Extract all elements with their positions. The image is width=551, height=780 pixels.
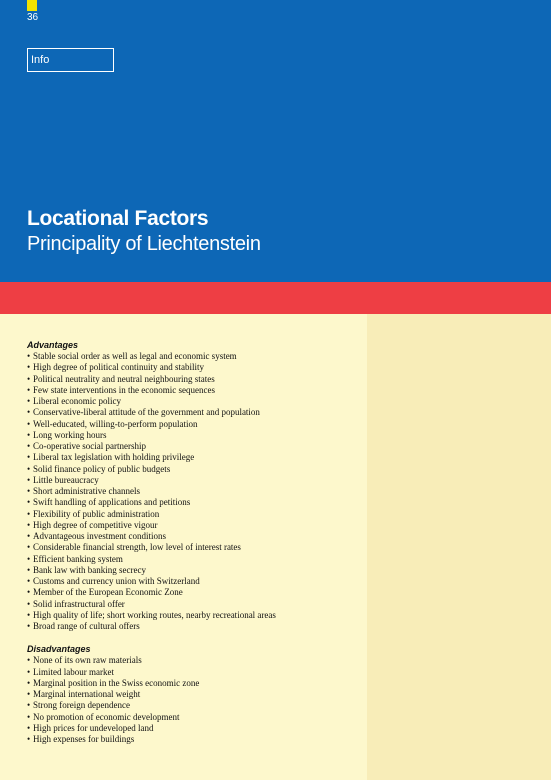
list-item bbox=[27, 689, 367, 700]
list-item bbox=[27, 542, 367, 553]
bullet-icon: • bbox=[27, 429, 31, 440]
bullet-icon: • bbox=[27, 373, 31, 384]
list-item-text: Customs and currency union with Switzerland bbox=[33, 576, 200, 586]
list-item bbox=[27, 497, 367, 508]
list-item bbox=[27, 565, 367, 576]
list-item bbox=[27, 587, 367, 598]
bullet-icon: • bbox=[27, 384, 31, 395]
list-item-text: Member of the European Economic Zone bbox=[33, 587, 183, 598]
list-item bbox=[27, 486, 367, 497]
page-title: Locational Factors bbox=[27, 207, 209, 230]
section-label: Info bbox=[27, 48, 114, 72]
list-item-text: Few state interventions in the economic sequences bbox=[33, 384, 215, 395]
list-item bbox=[27, 531, 367, 542]
list-item bbox=[27, 576, 367, 587]
side-column bbox=[367, 314, 551, 780]
list-item-text: Liberal tax legislation with holding privilege bbox=[33, 452, 195, 463]
bullet-icon: • bbox=[27, 463, 31, 474]
list-item-text: Little bureaucracy bbox=[33, 474, 99, 485]
bullet-icon: • bbox=[27, 531, 31, 541]
list-item bbox=[27, 396, 367, 407]
bullet-icon: • bbox=[27, 666, 31, 677]
list-item-text: High expenses for buildings bbox=[33, 734, 135, 744]
list-item-text: Short administrative channels bbox=[33, 486, 140, 496]
bullet-icon: • bbox=[27, 542, 31, 553]
bullet-icon: • bbox=[27, 734, 31, 744]
bullet-icon: • bbox=[27, 362, 31, 373]
list-item bbox=[27, 700, 367, 711]
content-area bbox=[27, 340, 367, 745]
red-band bbox=[0, 282, 551, 314]
list-item bbox=[27, 734, 367, 745]
list-item bbox=[27, 554, 367, 565]
list-item-text: Flexibility of public administration bbox=[33, 508, 160, 519]
list-item bbox=[27, 430, 367, 441]
list-item bbox=[27, 452, 367, 463]
advantages-list bbox=[27, 351, 367, 632]
list-item bbox=[27, 655, 367, 666]
list-item bbox=[27, 621, 367, 632]
page-number: 36 bbox=[27, 12, 39, 23]
bullet-icon: • bbox=[27, 655, 31, 666]
bullet-icon: • bbox=[27, 722, 31, 733]
bullet-icon: • bbox=[27, 711, 31, 722]
list-item bbox=[27, 441, 367, 452]
list-item-text: Well-educated, willing-to-perform population bbox=[33, 418, 198, 429]
list-item-text: Marginal position in the Swiss economic zone bbox=[33, 677, 200, 688]
bullet-icon: • bbox=[27, 486, 31, 496]
bullet-icon: • bbox=[27, 609, 31, 620]
page-marker bbox=[27, 0, 37, 11]
page-subtitle: Principality of Liechtenstein bbox=[27, 233, 261, 255]
list-item-text: High prices for undeveloped land bbox=[33, 722, 154, 733]
bullet-icon: • bbox=[27, 407, 31, 418]
list-item-text: Efficient banking system bbox=[33, 553, 123, 564]
list-item-text: None of its own raw materials bbox=[33, 655, 142, 666]
list-item-text: Conservative-liberal attitude of the government and population bbox=[33, 407, 260, 418]
list-item bbox=[27, 678, 367, 689]
list-item-text: Swift handling of applications and petitions bbox=[33, 497, 191, 508]
list-item-text: High quality of life; short working routes, nearby recreational areas bbox=[33, 609, 276, 620]
list-item bbox=[27, 419, 367, 430]
bullet-icon: • bbox=[27, 418, 31, 429]
list-item-text: Strong foreign dependence bbox=[33, 700, 130, 711]
list-item-text: Long working hours bbox=[33, 429, 107, 440]
bullet-icon: • bbox=[27, 621, 31, 631]
list-item bbox=[27, 509, 367, 520]
list-item-text: High degree of political continuity and stability bbox=[33, 362, 204, 373]
bullet-icon: • bbox=[27, 497, 31, 508]
list-item-text: Bank law with banking secrecy bbox=[33, 564, 146, 575]
bullet-icon: • bbox=[27, 587, 31, 598]
list-item bbox=[27, 407, 367, 418]
disadvantages-heading: Disadvantages bbox=[27, 644, 91, 655]
list-item bbox=[27, 351, 367, 362]
list-item bbox=[27, 723, 367, 734]
list-item bbox=[27, 599, 367, 610]
list-item-text: Stable social order as well as legal and economic system bbox=[33, 351, 237, 361]
list-item-text: Solid finance policy of public budgets bbox=[33, 463, 171, 474]
bullet-icon: • bbox=[27, 351, 31, 361]
bullet-icon: • bbox=[27, 700, 31, 711]
list-item bbox=[27, 362, 367, 373]
list-item-text: Co-operative social partnership bbox=[33, 441, 146, 451]
list-item-text: Limited labour market bbox=[33, 666, 114, 677]
bullet-icon: • bbox=[27, 677, 31, 688]
list-item-text: Advantageous investment conditions bbox=[33, 531, 166, 541]
bullet-icon: • bbox=[27, 598, 31, 609]
list-item bbox=[27, 464, 367, 475]
list-item-text: Broad range of cultural offers bbox=[33, 621, 140, 631]
list-item-text: Liberal economic policy bbox=[33, 396, 121, 406]
bullet-icon: • bbox=[27, 474, 31, 485]
bullet-icon: • bbox=[27, 519, 31, 530]
list-item bbox=[27, 712, 367, 723]
list-item bbox=[27, 520, 367, 531]
bullet-icon: • bbox=[27, 452, 31, 463]
disadvantages-list bbox=[27, 655, 367, 745]
list-item bbox=[27, 374, 367, 385]
list-item bbox=[27, 610, 367, 621]
bullet-icon: • bbox=[27, 564, 31, 575]
list-item-text: No promotion of economic development bbox=[33, 711, 180, 722]
bullet-icon: • bbox=[27, 689, 31, 699]
bullet-icon: • bbox=[27, 553, 31, 564]
list-item-text: Solid infrastructural offer bbox=[33, 598, 125, 609]
bullet-icon: • bbox=[27, 508, 31, 519]
list-item bbox=[27, 385, 367, 396]
advantages-heading: Advantages bbox=[27, 340, 79, 350]
list-item-text: Marginal international weight bbox=[33, 689, 141, 699]
list-item-text: Considerable financial strength, low level of interest rates bbox=[33, 542, 241, 553]
bullet-icon: • bbox=[27, 576, 31, 586]
bullet-icon: • bbox=[27, 441, 31, 451]
list-item-text: Political neutrality and neutral neighbouring states bbox=[33, 373, 215, 384]
list-item-text: High degree of competitive vigour bbox=[33, 519, 158, 530]
bullet-icon: • bbox=[27, 396, 31, 406]
list-item bbox=[27, 667, 367, 678]
list-item bbox=[27, 475, 367, 486]
